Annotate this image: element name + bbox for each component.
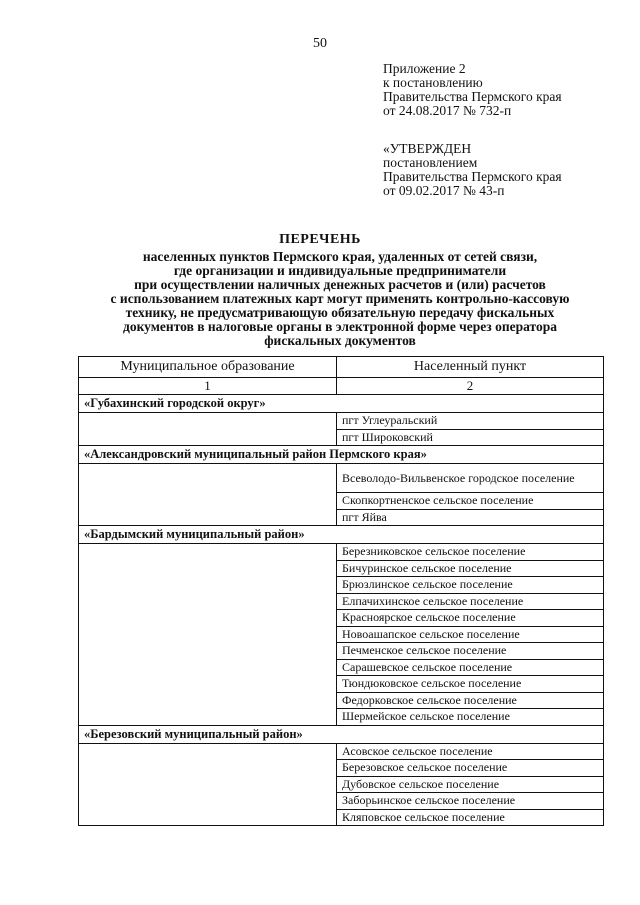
table-row (79, 743, 604, 760)
document-title: ПЕРЕЧЕНЬ (279, 232, 361, 247)
settlement-cell: Дубовское сельское поселение (337, 776, 604, 793)
settlement-cell: пгт Углеуральский (337, 413, 604, 430)
approval-block (383, 142, 562, 198)
settlement-cell: Асовское сельское поселение (337, 743, 604, 760)
settlement-cell: Всеволодо-Вильвенское городское поселение (337, 464, 604, 493)
approval-line: от 09.02.2017 № 43-п (383, 183, 505, 198)
settlement-cell: Березниковское сельское поселение (337, 544, 604, 561)
table-header-row (79, 357, 604, 378)
subtitle-line: фискальных документов (264, 333, 416, 348)
appendix-line: от 24.08.2017 № 732-п (383, 103, 512, 118)
document-subtitle (70, 250, 610, 348)
table-row (79, 413, 604, 430)
subtitle-line: документов в налоговые органы в электронной форме через оператора (123, 319, 557, 334)
section-row (79, 526, 604, 544)
column-header-municipality: Муниципальное образование (79, 357, 337, 378)
subtitle-line: где организации и индивидуальные предприниматели (173, 263, 507, 278)
column-number: 2 (337, 378, 604, 395)
section-title: «Губахинский городской округ» (79, 395, 604, 413)
subtitle-line: при осуществлении наличных денежных расчетов и (или) расчетов (134, 277, 546, 292)
section-title: «Березовский муниципальный район» (79, 725, 604, 743)
settlement-cell: пгт Широковский (337, 429, 604, 446)
settlement-cell: Печменское сельское поселение (337, 643, 604, 660)
settlement-cell: Заборьинское сельское поселение (337, 793, 604, 810)
settlement-cell: Кляповское сельское поселение (337, 809, 604, 826)
table-row (79, 544, 604, 561)
appendix-line: к постановлению (383, 75, 483, 90)
settlement-cell: Красноярское сельское поселение (337, 610, 604, 627)
approval-line: «УТВЕРЖДЕН (383, 141, 472, 156)
municipality-cell (79, 743, 337, 826)
settlement-cell: Брюзлинское сельское поселение (337, 577, 604, 594)
section-row (79, 446, 604, 464)
section-title: «Бардымский муниципальный район» (79, 526, 604, 544)
settlement-cell: Новоашапское сельское поселение (337, 626, 604, 643)
settlement-cell: Скопкортненское сельское поселение (337, 493, 604, 510)
settlement-cell: Шермейское сельское поселение (337, 709, 604, 726)
municipality-cell (79, 544, 337, 726)
approval-line: постановлением (383, 155, 478, 170)
column-number: 1 (79, 378, 337, 395)
settlement-cell: Федорковское сельское поселение (337, 692, 604, 709)
settlement-cell: Березовское сельское поселение (337, 760, 604, 777)
section-row (79, 725, 604, 743)
municipality-cell (79, 413, 337, 446)
table-row (79, 464, 604, 493)
appendix-block (383, 62, 562, 118)
page-number: 50 (313, 36, 327, 51)
subtitle-line: с использованием платежных карт могут применять контрольно-кассовую (110, 291, 570, 306)
section-title: «Александровский муниципальный район Пермского края» (79, 446, 604, 464)
settlement-cell: пгт Яйва (337, 509, 604, 526)
settlement-cell: Бичуринское сельское поселение (337, 560, 604, 577)
settlement-cell: Тюндюковское сельское поселение (337, 676, 604, 693)
settlement-cell: Елпачихинское сельское поселение (337, 593, 604, 610)
municipality-cell (79, 464, 337, 526)
settlements-table (78, 356, 604, 826)
appendix-line: Приложение 2 (383, 61, 466, 76)
column-number-row (79, 378, 604, 395)
appendix-line: Правительства Пермского края (383, 89, 562, 104)
column-header-settlement: Населенный пункт (337, 357, 604, 378)
approval-line: Правительства Пермского края (383, 169, 562, 184)
section-row (79, 395, 604, 413)
subtitle-line: технику, не предусматривающую обязательную передачу фискальных (125, 305, 555, 320)
settlement-cell: Сарашевское сельское поселение (337, 659, 604, 676)
subtitle-line: населенных пунктов Пермского края, удаленных от сетей связи, (142, 249, 538, 264)
